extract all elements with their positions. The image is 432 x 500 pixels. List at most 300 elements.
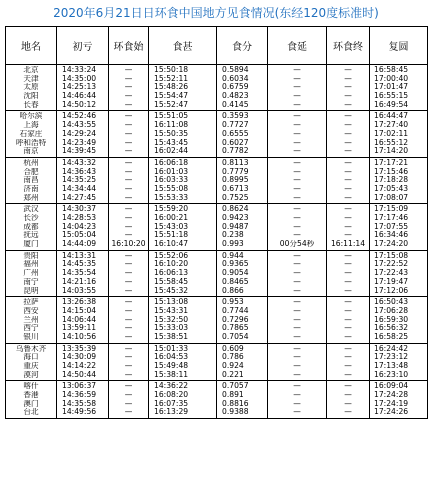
table-row (6, 157, 428, 203)
table-row (6, 381, 428, 419)
first-contact-value: 14:13:31 (62, 251, 97, 260)
place-value: 昆明 (23, 286, 39, 295)
annular-start-value: — (124, 184, 133, 193)
place-value: 郑州 (23, 193, 39, 202)
annular-end-value: — (344, 222, 352, 231)
maximum-value: 15:33:03 (154, 324, 189, 333)
maximum-value: 15:43:31 (154, 306, 189, 315)
annular-start-value: — (124, 408, 133, 417)
place-value: 广州 (23, 269, 39, 278)
magnitude-value: 0.7525 (222, 193, 249, 202)
annular-end-value: — (344, 112, 352, 121)
annular-end-value: — (344, 344, 352, 353)
cell-place (6, 111, 57, 157)
maximum-value: 15:38:11 (154, 370, 189, 379)
cell-duration (268, 111, 327, 157)
magnitude-value: 0.7727 (222, 121, 249, 130)
annular-end-value: — (344, 298, 352, 307)
cell-maximum (149, 250, 217, 296)
maximum-value: 15:49:48 (154, 362, 189, 370)
last-contact-value: 16:09:04 (374, 382, 409, 391)
place-value: 南宁 (23, 277, 39, 286)
annular-end-value: — (344, 260, 352, 269)
maximum-value: 16:10:47 (154, 240, 189, 249)
maximum-value: 15:13:08 (154, 298, 189, 307)
duration-value: — (293, 408, 301, 417)
last-contact-value: 17:12:06 (374, 286, 409, 295)
annular-start-value: — (124, 83, 133, 92)
place-value: 哈尔滨 (19, 112, 43, 121)
last-contact-value: 16:34:46 (374, 231, 409, 240)
cell-first-contact (57, 204, 109, 250)
table-row (6, 65, 428, 111)
maximum-value: 14:36:22 (154, 382, 189, 391)
annular-start-value: — (124, 231, 133, 240)
first-contact-value: 14:10:56 (62, 332, 97, 341)
duration-value: — (293, 147, 301, 156)
first-contact-value: 14:30:09 (62, 353, 97, 362)
last-contact-value: 17:15:08 (374, 251, 409, 260)
magnitude-value: 0.9054 (222, 269, 249, 278)
annular-end-value: — (344, 193, 352, 202)
last-contact-value: 17:00:40 (374, 74, 409, 83)
last-contact-value: 17:27:40 (374, 121, 409, 130)
annular-end-value: — (344, 391, 352, 400)
cell-duration (268, 157, 327, 203)
header-annular-start: 环食始 (109, 27, 149, 65)
duration-value: — (293, 66, 301, 74)
magnitude-value: 0.924 (222, 362, 244, 370)
last-contact-value: 17:15:46 (374, 167, 409, 176)
duration-value: — (293, 138, 301, 147)
duration-value: — (293, 74, 301, 83)
cell-magnitude (217, 381, 268, 419)
first-contact-value: 14:04:23 (62, 222, 97, 231)
annular-end-value: — (344, 129, 352, 138)
annular-start-value: — (124, 391, 133, 400)
magnitude-value: 0.7865 (222, 324, 249, 333)
first-contact-value: 14:52:46 (62, 112, 97, 121)
annular-start-value: — (124, 353, 133, 362)
magnitude-value: 0.7057 (222, 382, 249, 391)
magnitude-value: 0.4145 (222, 100, 249, 109)
last-contact-value: 17:24:19 (374, 399, 409, 408)
annular-start-value: — (124, 315, 133, 324)
first-contact-value: 14:43:32 (62, 158, 97, 167)
first-contact-value: 15:05:04 (62, 231, 97, 240)
magnitude-value: 0.5894 (222, 66, 249, 74)
duration-value: — (293, 382, 301, 391)
cell-annular-start (109, 381, 149, 419)
last-contact-value: 17:22:43 (374, 269, 409, 278)
cell-duration (268, 250, 327, 296)
annular-start-value: — (124, 306, 133, 315)
annular-start-value: — (124, 362, 133, 370)
page-title: 2020年6月21日日环食中国地方见食情况(东经120度标准时) (53, 6, 379, 20)
duration-value: — (293, 193, 301, 202)
duration-value: — (293, 83, 301, 92)
place-value: 太原 (23, 83, 39, 92)
first-contact-value: 14:46:44 (62, 92, 97, 101)
magnitude-value: 0.8465 (222, 277, 249, 286)
annular-end-value: — (344, 332, 352, 341)
cell-annular-start (109, 297, 149, 343)
maximum-value: 15:32:50 (154, 315, 189, 324)
place-value: 银川 (23, 332, 39, 341)
last-contact-value: 17:24:26 (374, 408, 409, 417)
annular-start-value: — (124, 269, 133, 278)
annular-start-value: — (124, 92, 133, 101)
last-contact-value: 17:15:09 (374, 205, 409, 214)
cell-duration (268, 297, 327, 343)
cell-magnitude (217, 250, 268, 296)
cell-first-contact (57, 250, 109, 296)
cell-last-contact (370, 204, 428, 250)
annular-end-value: — (344, 370, 352, 379)
magnitude-value: 0.9365 (222, 260, 249, 269)
annular-start-value: — (124, 121, 133, 130)
magnitude-value: 0.6555 (222, 129, 249, 138)
place-value: 西安 (23, 306, 39, 315)
place-value: 漠河 (23, 370, 39, 379)
first-contact-value: 14:27:45 (62, 193, 97, 202)
header-place: 地名 (6, 27, 57, 65)
annular-start-value: — (124, 260, 133, 269)
first-contact-value: 14:34:44 (62, 184, 97, 193)
magnitude-value: 0.6027 (222, 138, 249, 147)
annular-end-value: — (344, 158, 352, 167)
table-row (6, 204, 428, 250)
last-contact-value: 17:22:52 (374, 260, 409, 269)
duration-value: — (293, 100, 301, 109)
annular-start-value: — (124, 138, 133, 147)
annular-start-value: 16:10:20 (111, 240, 146, 249)
annular-start-value: — (124, 222, 133, 231)
last-contact-value: 17:24:28 (374, 391, 409, 400)
maximum-value: 15:45:32 (154, 286, 189, 295)
last-contact-value: 16:49:54 (374, 100, 409, 109)
cell-annular-end (327, 343, 370, 381)
first-contact-value: 14:50:44 (62, 370, 97, 379)
duration-value: — (293, 306, 301, 315)
cell-last-contact (370, 297, 428, 343)
first-contact-value: 14:43:55 (62, 121, 97, 130)
annular-start-value: — (124, 286, 133, 295)
annular-start-value: — (124, 399, 133, 408)
annular-start-value: — (124, 382, 133, 391)
first-contact-value: 14:44:09 (62, 240, 97, 249)
maximum-value: 16:06:18 (154, 158, 189, 167)
place-value: 沈阳 (23, 92, 39, 101)
duration-value: — (293, 324, 301, 333)
annular-start-value: — (124, 324, 133, 333)
cell-place (6, 381, 57, 419)
cell-last-contact (370, 343, 428, 381)
cell-annular-start (109, 65, 149, 111)
first-contact-value: 14:30:37 (62, 205, 97, 214)
first-contact-value: 14:36:43 (62, 167, 97, 176)
magnitude-value: 0.221 (222, 370, 244, 379)
table-row (6, 297, 428, 343)
duration-value: — (293, 184, 301, 193)
last-contact-value: 17:07:55 (374, 222, 409, 231)
annular-start-value: — (124, 74, 133, 83)
maximum-value: 16:03:33 (154, 176, 189, 185)
annular-end-value: — (344, 205, 352, 214)
cell-first-contact (57, 381, 109, 419)
magnitude-value: 0.953 (222, 298, 244, 307)
cell-last-contact (370, 157, 428, 203)
cell-magnitude (217, 343, 268, 381)
annular-end-value: — (344, 277, 352, 286)
magnitude-value: 0.786 (222, 353, 244, 362)
duration-value: — (293, 315, 301, 324)
magnitude-value: 0.9423 (222, 214, 249, 222)
cell-annular-end (327, 250, 370, 296)
annular-start-value: — (124, 112, 133, 121)
place-value: 福州 (23, 260, 39, 269)
last-contact-value: 17:18:28 (374, 176, 409, 185)
duration-value: — (293, 362, 301, 370)
annular-end-value: 16:11:14 (330, 240, 366, 249)
annular-start-value: — (124, 277, 133, 286)
cell-magnitude (217, 157, 268, 203)
first-contact-value: 13:26:38 (62, 298, 97, 307)
duration-value: — (293, 112, 301, 121)
duration-value: — (293, 332, 301, 341)
annular-end-value: — (344, 184, 352, 193)
cell-magnitude (217, 111, 268, 157)
annular-end-value: — (344, 382, 352, 391)
place-value: 长沙 (23, 214, 39, 222)
annular-end-value: — (344, 231, 352, 240)
place-value: 台北 (23, 408, 39, 417)
last-contact-value: 17:24:20 (374, 240, 409, 249)
cell-maximum (149, 65, 217, 111)
magnitude-value: 0.9388 (222, 408, 249, 417)
duration-value: — (293, 158, 301, 167)
annular-end-value: — (344, 100, 352, 109)
cell-duration (268, 381, 327, 419)
cell-duration (268, 204, 327, 250)
maximum-value: 16:08:20 (154, 391, 189, 400)
duration-value: — (293, 370, 301, 379)
place-value: 上海 (23, 121, 39, 130)
maximum-value: 15:43:45 (154, 138, 189, 147)
header-first-contact: 初亏 (57, 27, 109, 65)
place-value: 杭州 (23, 158, 39, 167)
first-contact-value: 14:33:24 (62, 66, 97, 74)
last-contact-value: 17:05:43 (374, 184, 409, 193)
annular-end-value: — (344, 324, 352, 333)
magnitude-value: 0.7296 (222, 315, 249, 324)
cell-place (6, 157, 57, 203)
cell-annular-end (327, 297, 370, 343)
place-value: 乌鲁木齐 (15, 344, 47, 353)
magnitude-value: 0.944 (222, 251, 244, 260)
place-value: 西宁 (23, 324, 39, 333)
cell-duration (268, 343, 327, 381)
first-contact-value: 14:49:56 (62, 408, 97, 417)
magnitude-value: 0.8624 (222, 205, 249, 214)
place-value: 抚远 (23, 231, 39, 240)
magnitude-value: 0.6034 (222, 74, 249, 83)
annular-end-value: — (344, 408, 352, 417)
maximum-value: 15:52:47 (154, 100, 189, 109)
maximum-value: 16:02:44 (154, 147, 189, 156)
place-value: 长春 (23, 100, 39, 109)
cell-annular-start (109, 204, 149, 250)
last-contact-value: 17:17:46 (374, 214, 409, 222)
place-value: 呼和浩特 (15, 138, 47, 147)
last-contact-value: 17:17:21 (374, 158, 409, 167)
annular-start-value: — (124, 193, 133, 202)
place-value: 北京 (23, 66, 39, 74)
last-contact-value: 16:55:15 (374, 92, 409, 101)
annular-start-value: — (124, 332, 133, 341)
header-maximum: 食甚 (149, 27, 217, 65)
duration-value: — (293, 251, 301, 260)
first-contact-value: 13:59:11 (62, 324, 97, 333)
annular-end-value: — (344, 167, 352, 176)
annular-start-value: — (124, 251, 133, 260)
first-contact-value: 13:06:37 (62, 382, 97, 391)
maximum-value: 16:00:21 (154, 214, 189, 222)
last-contact-value: 17:23:12 (374, 353, 409, 362)
last-contact-value: 17:13:48 (374, 362, 409, 370)
cell-first-contact (57, 157, 109, 203)
cell-annular-end (327, 65, 370, 111)
magnitude-value: 0.3593 (222, 112, 249, 121)
annular-start-value: — (124, 66, 133, 74)
place-value: 成都 (23, 222, 39, 231)
place-value: 香港 (23, 391, 39, 400)
magnitude-value: 0.993 (222, 240, 244, 249)
annular-end-value: — (344, 315, 352, 324)
last-contact-value: 16:50:43 (374, 298, 409, 307)
cell-place (6, 343, 57, 381)
magnitude-value: 0.238 (222, 231, 244, 240)
cell-maximum (149, 111, 217, 157)
last-contact-value: 17:06:28 (374, 306, 409, 315)
header-last-contact: 复圆 (370, 27, 428, 65)
magnitude-value: 0.9487 (222, 222, 249, 231)
magnitude-value: 0.8995 (222, 176, 249, 185)
maximum-value: 15:50:35 (154, 129, 189, 138)
duration-value: — (293, 129, 301, 138)
annular-start-value: — (124, 147, 133, 156)
cell-last-contact (370, 250, 428, 296)
duration-value: — (293, 277, 301, 286)
cell-place (6, 250, 57, 296)
cell-magnitude (217, 204, 268, 250)
magnitude-value: 0.8816 (222, 399, 249, 408)
place-value: 贵阳 (23, 251, 39, 260)
place-value: 澳门 (23, 399, 39, 408)
place-value: 南京 (23, 147, 39, 156)
first-contact-value: 14:35:00 (62, 74, 97, 83)
duration-value: — (293, 298, 301, 307)
cell-place (6, 204, 57, 250)
maximum-value: 15:51:18 (154, 231, 189, 240)
maximum-value: 15:58:45 (154, 277, 189, 286)
place-value: 厦门 (23, 240, 39, 249)
header-row (6, 27, 428, 65)
last-contact-value: 16:59:30 (374, 315, 409, 324)
table-row (6, 250, 428, 296)
first-contact-value: 14:45:35 (62, 260, 97, 269)
annular-end-value: — (344, 74, 352, 83)
annular-start-value: — (124, 205, 133, 214)
maximum-value: 15:53:33 (154, 193, 189, 202)
annular-end-value: — (344, 251, 352, 260)
annular-end-value: — (344, 306, 352, 315)
cell-annular-start (109, 111, 149, 157)
duration-value: — (293, 269, 301, 278)
maximum-value: 15:50:18 (154, 66, 189, 74)
first-contact-value: 14:35:58 (62, 399, 97, 408)
duration-value: — (293, 231, 301, 240)
annular-end-value: — (344, 121, 352, 130)
first-contact-value: 13:35:39 (62, 344, 97, 353)
last-contact-value: 16:44:47 (374, 112, 409, 121)
duration-value: — (293, 176, 301, 185)
magnitude-value: 0.7782 (222, 147, 249, 156)
cell-last-contact (370, 381, 428, 419)
place-value: 喀什 (23, 382, 39, 391)
annular-end-value: — (344, 92, 352, 101)
magnitude-value: 0.891 (222, 391, 244, 400)
duration-value: — (293, 399, 301, 408)
cell-last-contact (370, 65, 428, 111)
maximum-value: 15:55:08 (154, 184, 189, 193)
annular-end-value: — (344, 138, 352, 147)
last-contact-value: 16:55:12 (374, 138, 409, 147)
annular-end-value: — (344, 362, 352, 370)
place-value: 海口 (23, 353, 39, 362)
annular-end-value: — (344, 176, 352, 185)
maximum-value: 16:07:35 (154, 399, 189, 408)
header-annular-end: 环食终 (327, 27, 370, 65)
maximum-value: 15:52:11 (154, 74, 189, 83)
maximum-value: 15:52:06 (154, 251, 189, 260)
place-value: 兰州 (23, 315, 39, 324)
annular-start-value: — (124, 100, 133, 109)
duration-value: — (293, 353, 301, 362)
magnitude-value: 0.6713 (222, 184, 249, 193)
first-contact-value: 14:15:04 (62, 306, 97, 315)
cell-maximum (149, 204, 217, 250)
duration-value: — (293, 167, 301, 176)
cell-maximum (149, 297, 217, 343)
first-contact-value: 14:03:55 (62, 286, 97, 295)
cell-duration (268, 65, 327, 111)
maximum-value: 16:10:20 (154, 260, 189, 269)
duration-value: — (293, 121, 301, 130)
place-value: 南昌 (23, 176, 39, 185)
table-row (6, 343, 428, 381)
magnitude-value: 0.609 (222, 344, 244, 353)
maximum-value: 15:59:20 (154, 205, 189, 214)
magnitude-value: 0.866 (222, 286, 244, 295)
maximum-value: 15:48:26 (154, 83, 189, 92)
annular-end-value: — (344, 399, 352, 408)
annular-start-value: — (124, 167, 133, 176)
annular-start-value: — (124, 298, 133, 307)
last-contact-value: 17:01:47 (374, 83, 409, 92)
cell-annular-end (327, 157, 370, 203)
maximum-value: 16:13:29 (154, 408, 189, 417)
